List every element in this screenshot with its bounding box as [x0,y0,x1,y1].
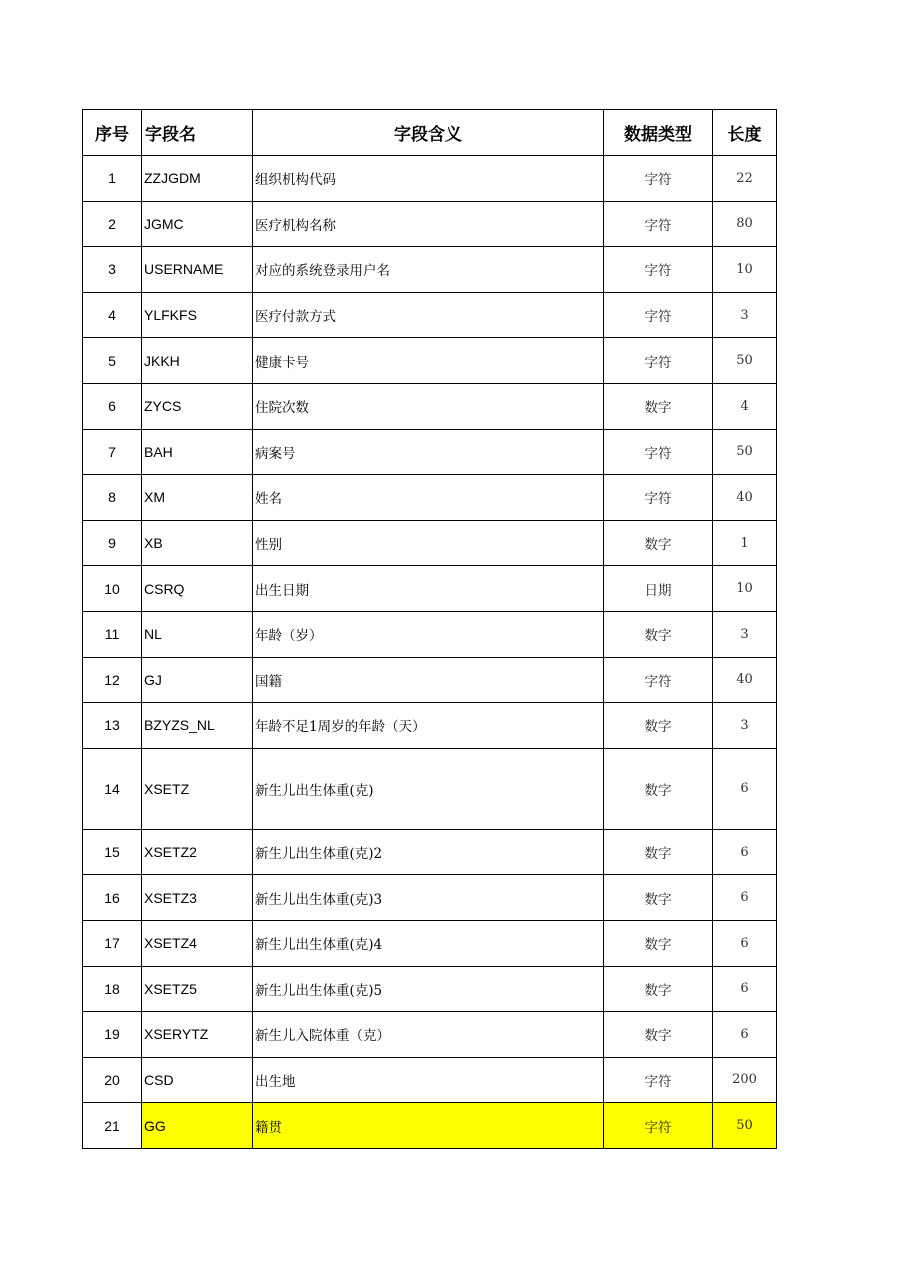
cell-field-meaning: 国籍 [253,657,604,703]
cell-seq: 11 [83,611,142,657]
cell-seq: 6 [83,383,142,429]
table-row-highlighted [83,1103,777,1149]
table-row [83,201,777,247]
cell-length: 10 [713,247,777,293]
cell-field-name: NL [142,611,253,657]
cell-seq: 15 [83,829,142,875]
cell-length: 50 [713,338,777,384]
cell-seq: 16 [83,875,142,921]
cell-field-meaning: 组织机构代码 [253,156,604,202]
cell-length: 6 [713,966,777,1012]
cell-data-type: 数字 [604,748,713,829]
cell-length: 50 [713,429,777,475]
cell-field-name: XSETZ2 [142,829,253,875]
table-row [83,520,777,566]
cell-field-name: USERNAME [142,247,253,293]
cell-data-type: 数字 [604,383,713,429]
cell-field-meaning: 新生儿出生体重(克)4 [253,920,604,966]
cell-field-meaning: 病案号 [253,429,604,475]
cell-field-name: JGMC [142,201,253,247]
cell-data-type: 数字 [604,1012,713,1058]
cell-field-meaning: 新生儿出生体重(克) [253,748,604,829]
cell-data-type: 数字 [604,829,713,875]
table-row [83,338,777,384]
header-length: 长度 [713,110,777,156]
cell-length: 6 [713,829,777,875]
cell-field-meaning: 年龄不足1周岁的年龄（天） [253,703,604,749]
cell-length: 3 [713,611,777,657]
cell-seq: 21 [83,1103,142,1149]
cell-length: 22 [713,156,777,202]
cell-field-meaning: 籍贯 [253,1103,604,1149]
cell-seq: 19 [83,1012,142,1058]
cell-field-name: XM [142,475,253,521]
cell-field-name: BAH [142,429,253,475]
header-field-name: 字段名 [142,110,253,156]
cell-length: 50 [713,1103,777,1149]
cell-field-meaning: 对应的系统登录用户名 [253,247,604,293]
header-seq: 序号 [83,110,142,156]
table-row [83,920,777,966]
cell-data-type: 字符 [604,247,713,293]
cell-data-type: 字符 [604,338,713,384]
cell-field-name: CSRQ [142,566,253,612]
cell-field-meaning: 年龄（岁） [253,611,604,657]
cell-data-type: 数字 [604,520,713,566]
cell-field-meaning: 新生儿出生体重(克)2 [253,829,604,875]
table-row [83,292,777,338]
cell-data-type: 字符 [604,657,713,703]
table-row [83,383,777,429]
table-row [83,966,777,1012]
cell-seq: 8 [83,475,142,521]
cell-data-type: 字符 [604,429,713,475]
cell-seq: 17 [83,920,142,966]
cell-length: 200 [713,1057,777,1103]
cell-seq: 10 [83,566,142,612]
cell-data-type: 日期 [604,566,713,612]
cell-length: 6 [713,875,777,921]
cell-seq: 5 [83,338,142,384]
cell-data-type: 数字 [604,966,713,1012]
cell-field-name: XSETZ5 [142,966,253,1012]
cell-length: 3 [713,292,777,338]
cell-field-meaning: 健康卡号 [253,338,604,384]
cell-field-name: YLFKFS [142,292,253,338]
cell-seq: 7 [83,429,142,475]
cell-field-name: XSETZ3 [142,875,253,921]
table-row [83,1012,777,1058]
table-row [83,429,777,475]
cell-field-name: ZYCS [142,383,253,429]
table-row [83,475,777,521]
cell-field-name: XSERYTZ [142,1012,253,1058]
cell-field-meaning: 出生日期 [253,566,604,612]
table-body [83,156,777,1149]
cell-field-name: XSETZ [142,748,253,829]
cell-length: 10 [713,566,777,612]
table-row [83,748,777,829]
cell-field-meaning: 医疗付款方式 [253,292,604,338]
field-definition-table [82,109,777,1149]
cell-seq: 2 [83,201,142,247]
cell-data-type: 字符 [604,201,713,247]
table-row [83,566,777,612]
table-row [83,875,777,921]
table-row [83,703,777,749]
table-row [83,829,777,875]
cell-length: 1 [713,520,777,566]
cell-field-meaning: 医疗机构名称 [253,201,604,247]
cell-data-type: 数字 [604,611,713,657]
cell-field-name: JKKH [142,338,253,384]
cell-field-name: XSETZ4 [142,920,253,966]
cell-data-type: 数字 [604,875,713,921]
cell-data-type: 字符 [604,1103,713,1149]
cell-data-type: 数字 [604,703,713,749]
cell-length: 40 [713,657,777,703]
cell-data-type: 字符 [604,292,713,338]
table-row [83,1057,777,1103]
cell-field-meaning: 出生地 [253,1057,604,1103]
cell-data-type: 数字 [604,920,713,966]
cell-field-meaning: 住院次数 [253,383,604,429]
table-row [83,611,777,657]
cell-data-type: 字符 [604,475,713,521]
cell-seq: 20 [83,1057,142,1103]
cell-field-name: GJ [142,657,253,703]
table-row [83,156,777,202]
cell-field-name: ZZJGDM [142,156,253,202]
cell-field-name: CSD [142,1057,253,1103]
cell-length: 80 [713,201,777,247]
cell-field-meaning: 姓名 [253,475,604,521]
cell-seq: 9 [83,520,142,566]
cell-length: 6 [713,748,777,829]
cell-seq: 18 [83,966,142,1012]
cell-seq: 3 [83,247,142,293]
cell-field-meaning: 新生儿出生体重(克)3 [253,875,604,921]
cell-field-meaning: 新生儿入院体重（克） [253,1012,604,1058]
cell-field-name: GG [142,1103,253,1149]
cell-field-meaning: 新生儿出生体重(克)5 [253,966,604,1012]
cell-seq: 14 [83,748,142,829]
cell-field-name: XB [142,520,253,566]
cell-data-type: 字符 [604,1057,713,1103]
header-data-type: 数据类型 [604,110,713,156]
cell-length: 6 [713,1012,777,1058]
header-field-meaning: 字段含义 [253,110,604,156]
cell-length: 3 [713,703,777,749]
cell-seq: 1 [83,156,142,202]
cell-field-meaning: 性别 [253,520,604,566]
cell-seq: 4 [83,292,142,338]
cell-length: 40 [713,475,777,521]
table-row [83,247,777,293]
cell-length: 4 [713,383,777,429]
cell-seq: 12 [83,657,142,703]
header-row [83,110,777,156]
cell-length: 6 [713,920,777,966]
cell-data-type: 字符 [604,156,713,202]
cell-field-name: BZYZS_NL [142,703,253,749]
cell-seq: 13 [83,703,142,749]
table-row [83,657,777,703]
